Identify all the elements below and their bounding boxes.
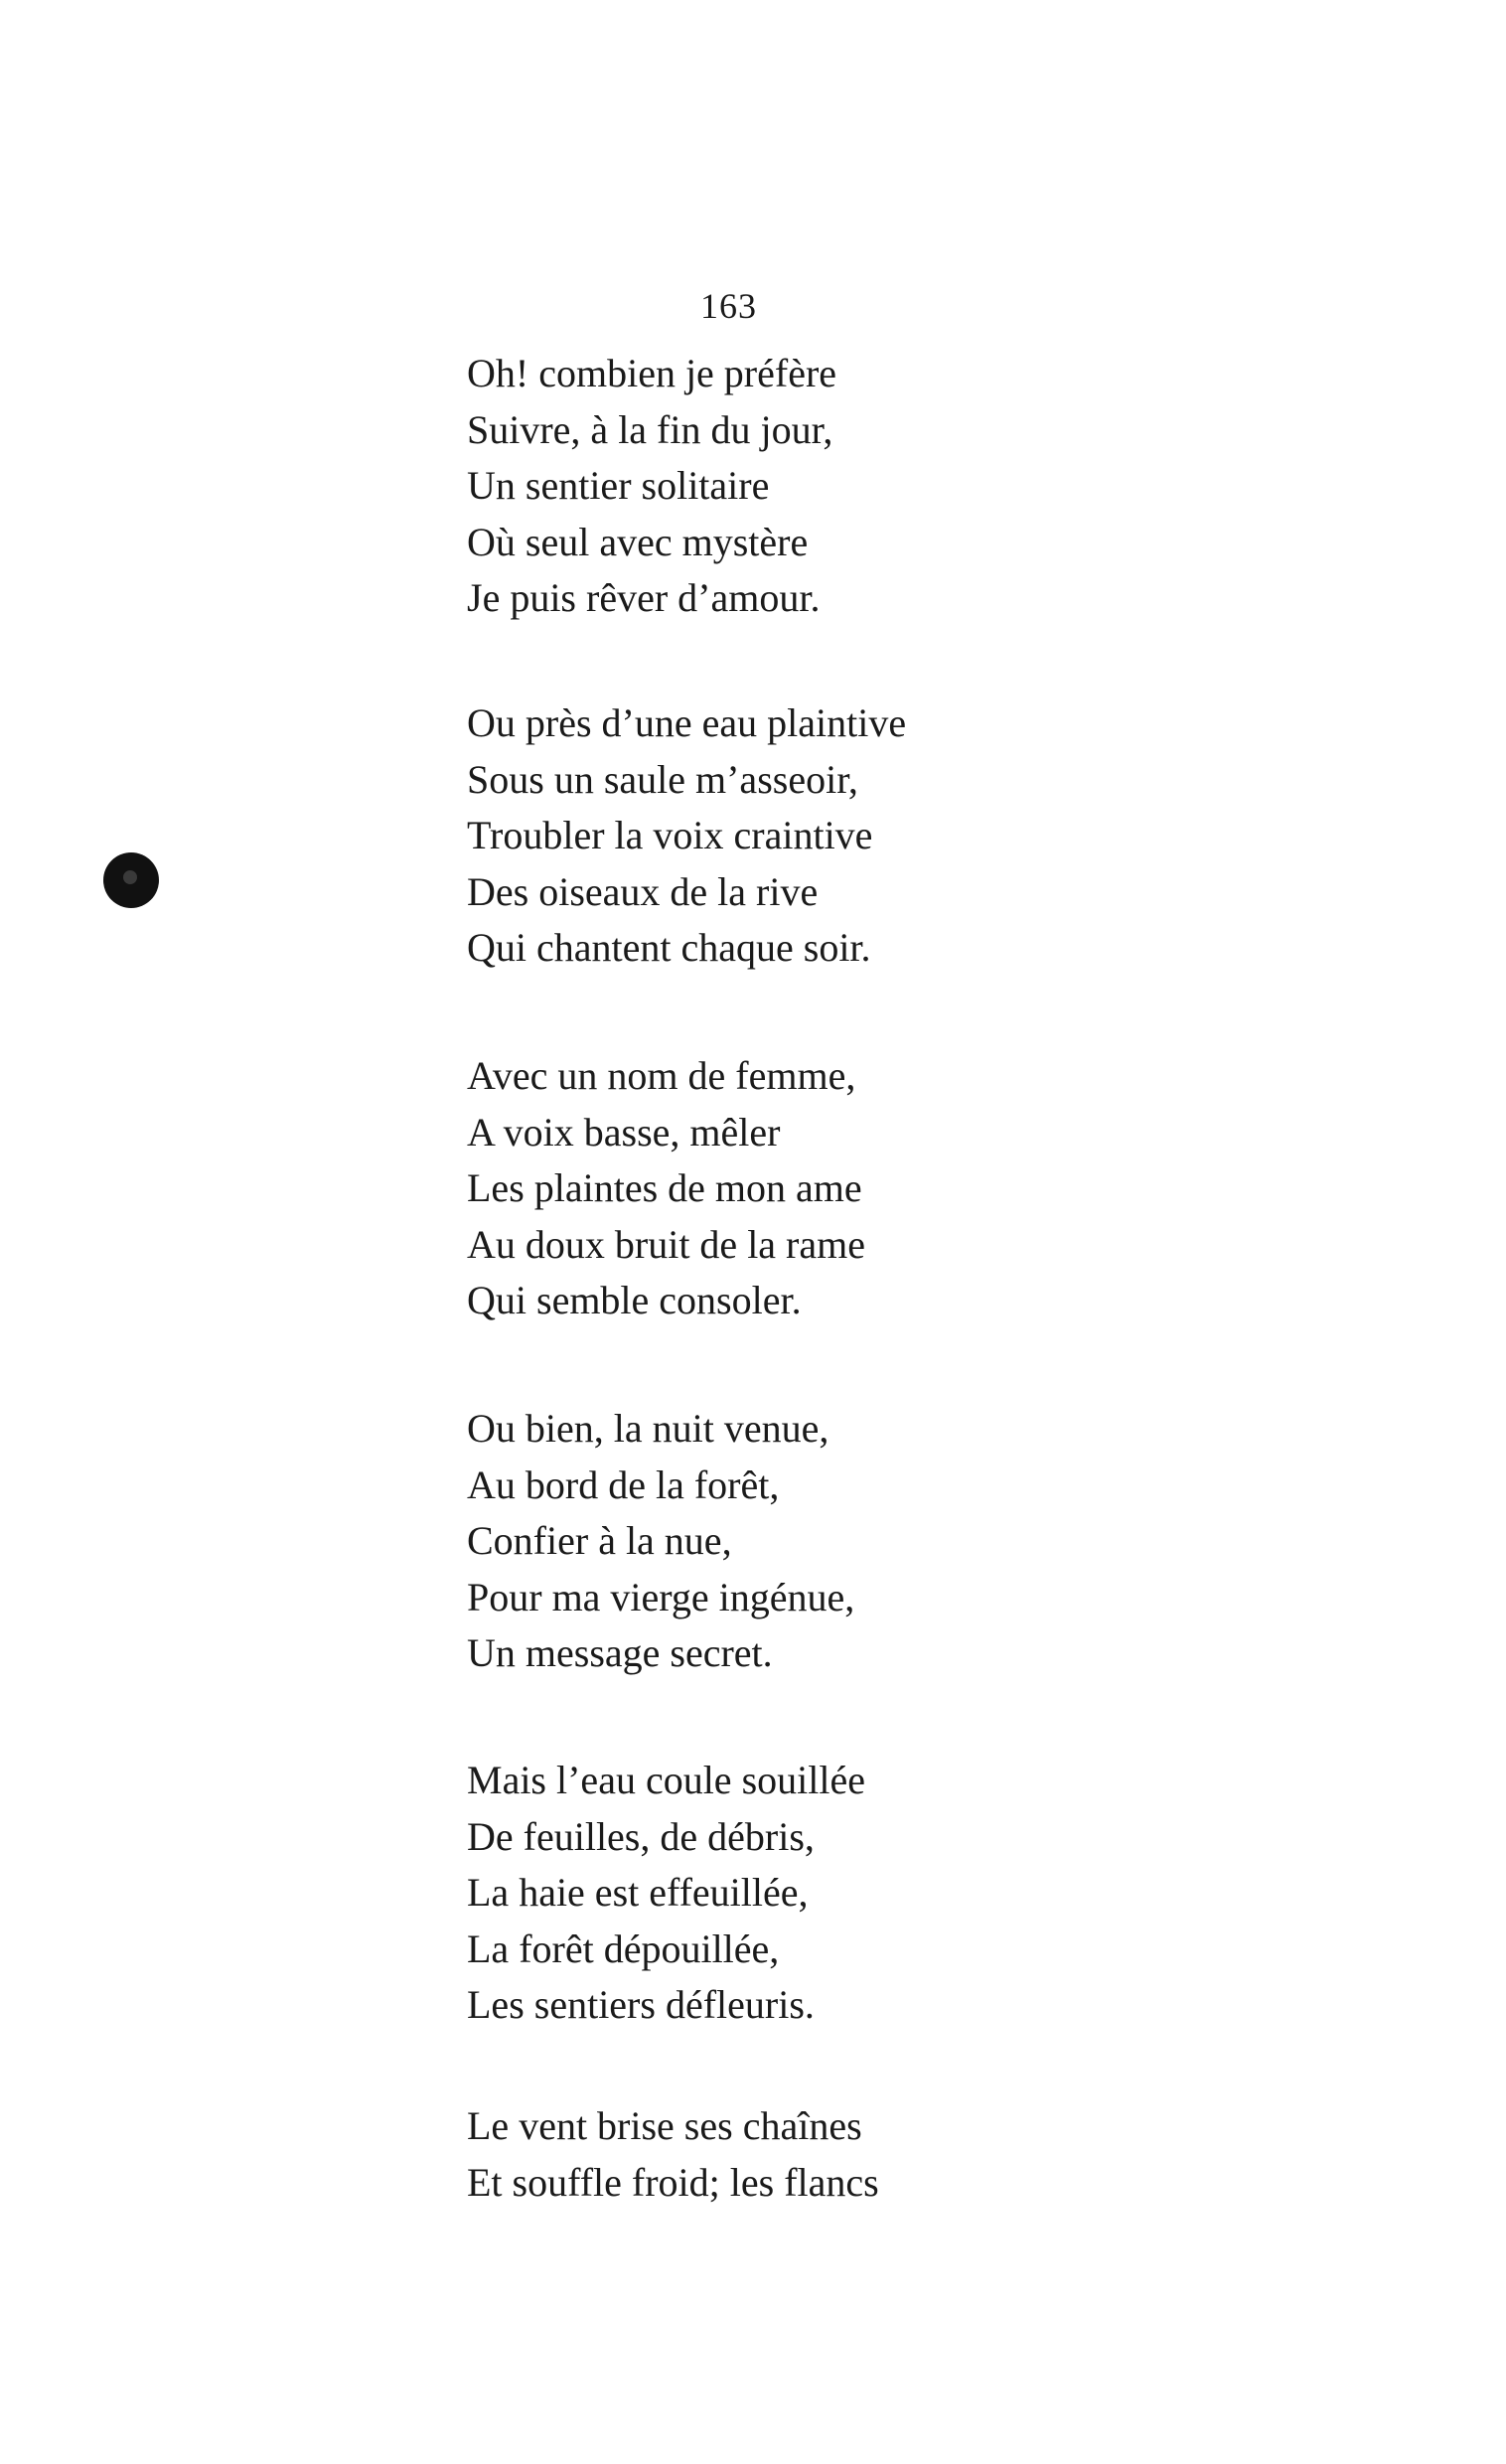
poem-line: La haie est effeuillée, [467, 1870, 809, 1915]
poem-line: Mais l’eau coule souillée [467, 1758, 865, 1802]
poem-line: Qui chantent chaque soir. [467, 925, 871, 970]
poem-line: Oh! combien je préfère [467, 351, 837, 395]
poem-line: Et souffle froid; les flancs [467, 2159, 879, 2205]
poem-line: Un message secret. [467, 1630, 773, 1675]
poem-stanza [467, 1753, 865, 2034]
poem-line: Ou près d’une eau plaintive [467, 700, 907, 745]
poem-line: Je puis rêver d’amour. [467, 575, 821, 620]
poem-line: Le vent brise ses chaînes [467, 2103, 862, 2148]
poem-line: Pour ma vierge ingénue, [467, 1574, 855, 1619]
poem-line: Au doux bruit de la rame [467, 1221, 865, 1267]
page-number: 163 [700, 286, 757, 326]
poem-line: Un sentier solitaire [467, 463, 770, 508]
poem-line: Des oiseaux de la rive [467, 868, 819, 914]
poem-stanza [467, 346, 836, 627]
poem-stanza [467, 695, 906, 977]
poem-line: Les sentiers défleuris. [467, 1982, 815, 2027]
poem-line: Où seul avec mystère [467, 519, 809, 564]
poem-line: Ou bien, la nuit venue, [467, 1406, 829, 1451]
poem-line: A voix basse, mêler [467, 1109, 781, 1155]
poem-line: Suivre, à la fin du jour, [467, 406, 833, 452]
poem-line: Les plaintes de mon ame [467, 1165, 862, 1210]
poem-line: De feuilles, de débris, [467, 1813, 815, 1859]
poem-line: Avec un nom de femme, [467, 1053, 856, 1098]
poem-stanza [467, 2098, 879, 2211]
poem-line: Sous un saule m’asseoir, [467, 756, 858, 802]
poem-line: Au bord de la forêt, [467, 1462, 780, 1507]
poem-stanza [467, 1401, 854, 1682]
poem-stanza [467, 1048, 865, 1329]
ink-blot-mark [103, 852, 159, 908]
poem-line: Qui semble consoler. [467, 1278, 802, 1322]
poem-line: Confier à la nue, [467, 1518, 732, 1563]
poem-line: Troubler la voix craintive [467, 813, 873, 857]
poem-line: La forêt dépouillée, [467, 1925, 780, 1971]
